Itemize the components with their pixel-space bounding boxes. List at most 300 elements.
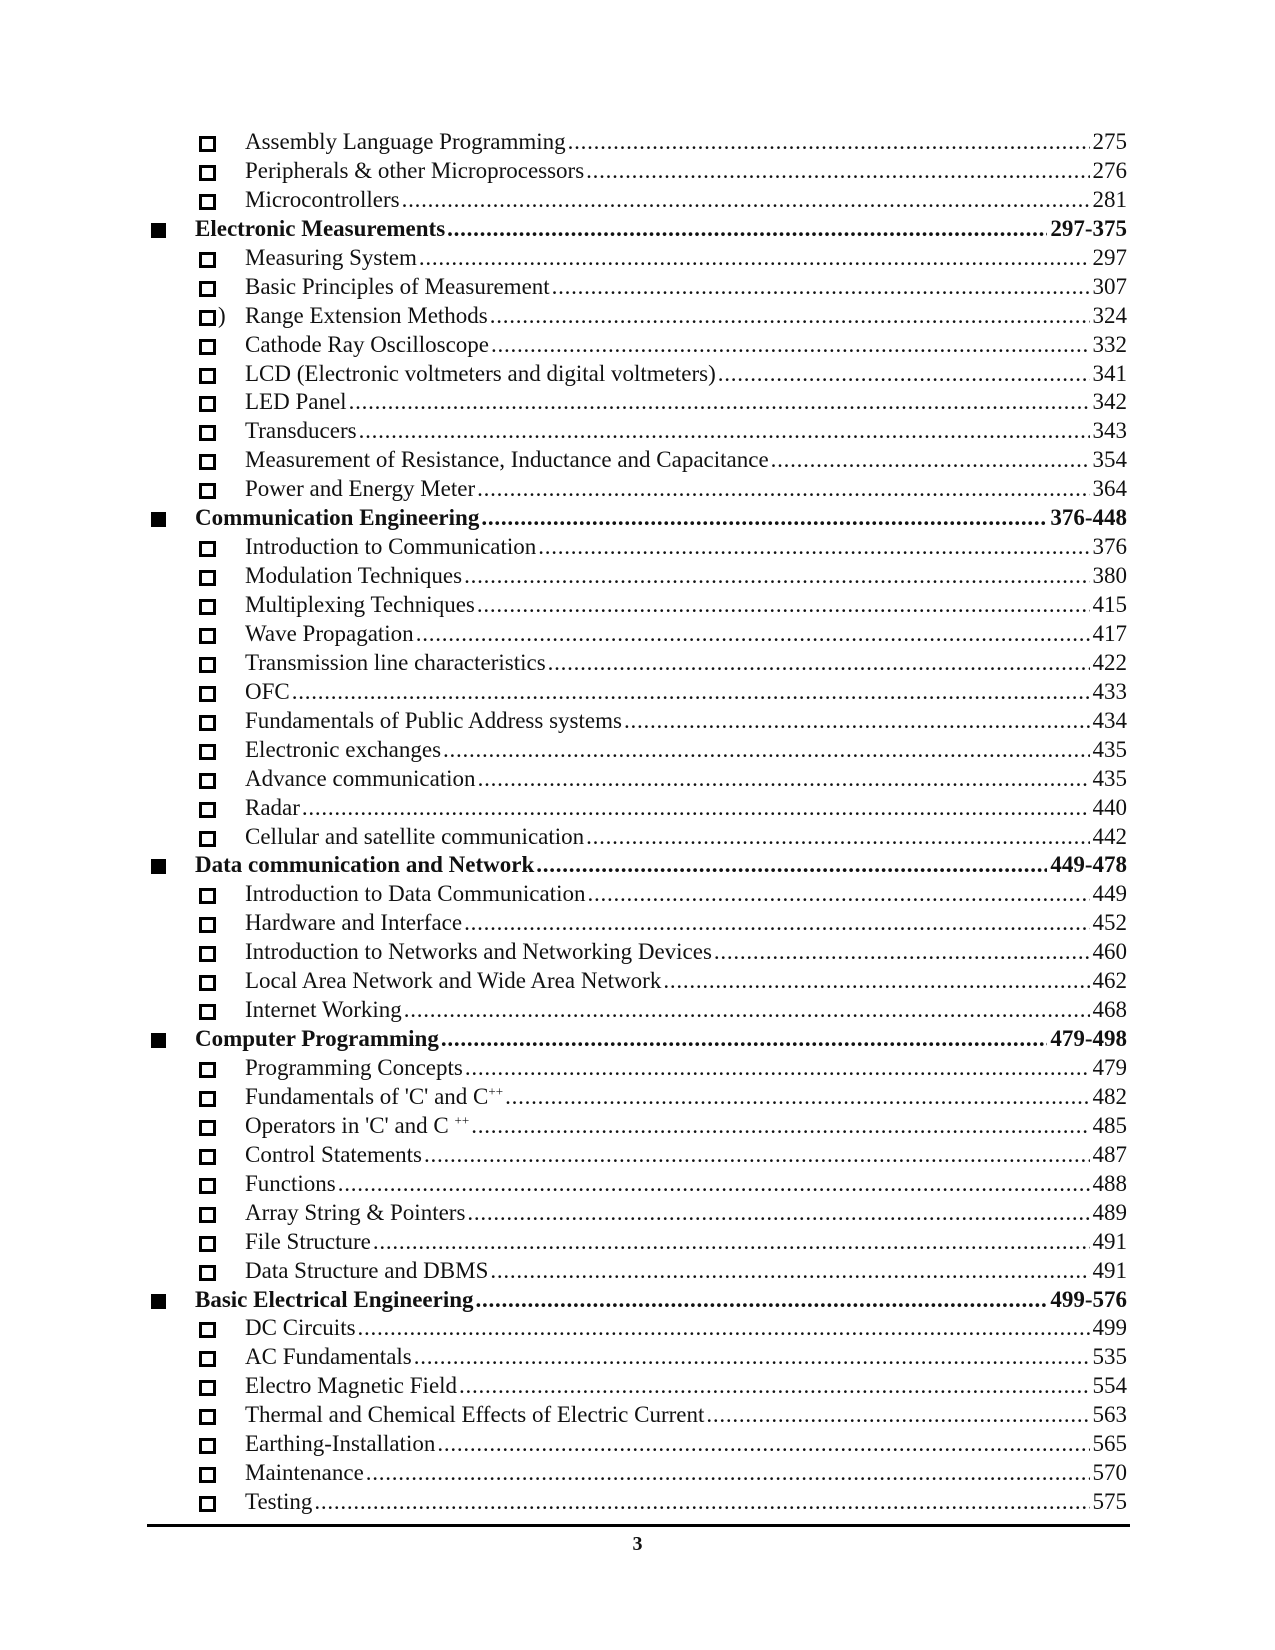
toc-subsection[interactable]: [0, 591, 1275, 620]
toc-entry-page: 485: [1092, 1112, 1127, 1138]
toc-entry-page: 380: [1092, 563, 1127, 589]
toc-entry-title-text: Cellular and satellite communication: [245, 823, 585, 849]
hollow-square-bullet-icon: [199, 744, 216, 760]
toc-entry-page: 376: [1092, 534, 1127, 560]
hollow-square-bullet-icon: [199, 773, 216, 789]
hollow-square-bullet-icon: [199, 975, 216, 991]
toc-entry-page: 341: [1092, 360, 1127, 386]
toc-entry-page: 343: [1092, 418, 1127, 444]
toc-entry-title: [245, 273, 552, 302]
hollow-square-bullet-icon: [199, 1265, 216, 1281]
toc-entry-title-text: Basic Electrical Engineering: [195, 1286, 474, 1312]
dot-leader: [416, 620, 1090, 649]
toc-subsection[interactable]: [0, 128, 1275, 157]
toc-entry-line: [245, 823, 1127, 852]
toc-subsection[interactable]: [0, 996, 1275, 1025]
toc-entry-title-text: Functions: [245, 1170, 336, 1196]
toc-entry-line: [245, 302, 1127, 331]
toc-entry-title: [245, 736, 443, 765]
toc-entry-title: [245, 244, 419, 273]
toc-subsection[interactable]: [0, 533, 1275, 562]
dot-leader: [477, 591, 1090, 620]
toc-entry-title: [245, 707, 624, 736]
toc-entry-title: [245, 331, 491, 360]
toc-subsection[interactable]: [0, 1199, 1275, 1228]
toc-entry-page: 297-375: [1050, 215, 1127, 241]
toc-entry-line: [245, 1488, 1127, 1517]
toc-entry-title: [195, 215, 447, 244]
solid-square-bullet-icon: [151, 1033, 166, 1048]
toc-entry-title: [245, 794, 302, 823]
toc-entry-title-text: Peripherals & other Microprocessors: [245, 157, 585, 183]
toc-entry-page: 499-576: [1050, 1286, 1127, 1312]
hollow-square-bullet-icon: [199, 368, 216, 384]
toc-entry-line: [245, 880, 1127, 909]
toc-entry-title: [195, 1286, 476, 1315]
toc-entry-page: 332: [1092, 331, 1127, 357]
toc-subsection[interactable]: [0, 1228, 1275, 1257]
toc-entry-line: [245, 1401, 1127, 1430]
hollow-square-bullet-icon: [199, 802, 216, 818]
hollow-square-bullet-icon: [199, 917, 216, 933]
toc-entry-title-text: Measurement of Resistance, Inductance and Capacitance: [245, 447, 769, 473]
dot-leader: [349, 388, 1090, 417]
dot-leader: [624, 707, 1090, 736]
hollow-square-bullet-icon: [199, 396, 216, 412]
hollow-square-bullet-icon: [199, 483, 216, 499]
toc-entry-page: 499: [1092, 1315, 1127, 1341]
dot-leader: [465, 1054, 1090, 1083]
toc-subsection[interactable]: [0, 1083, 1275, 1112]
toc-entry-page: 452: [1092, 910, 1127, 936]
toc-section[interactable]: [0, 215, 1275, 244]
toc-entry-title: [195, 1025, 441, 1054]
toc-subsection[interactable]: [0, 909, 1275, 938]
dot-leader: [419, 244, 1090, 273]
toc-entry-title: [195, 504, 481, 533]
toc-entry-title: [245, 1488, 314, 1517]
hollow-square-bullet-icon: [199, 1120, 216, 1136]
dot-leader: [467, 1199, 1089, 1228]
hollow-square-bullet-icon: [199, 1091, 216, 1107]
toc-entry-title-text: Computer Programming: [195, 1026, 439, 1052]
toc-entry-title: [245, 1343, 414, 1372]
hollow-square-bullet-icon: [199, 194, 216, 210]
dot-leader: [490, 302, 1090, 331]
toc-entry-page: 354: [1092, 447, 1127, 473]
hollow-square-bullet-icon: [199, 252, 216, 268]
solid-square-bullet-icon: [151, 859, 166, 874]
dot-leader: [476, 1286, 1048, 1315]
toc-entry-title: [245, 128, 568, 157]
toc-entry-line: [245, 938, 1127, 967]
toc-entry-title: [245, 1401, 706, 1430]
toc-entry-line: [245, 678, 1127, 707]
table-of-contents: [0, 128, 1275, 1517]
toc-subsection[interactable]: [0, 1343, 1275, 1372]
toc-entry-title: [245, 1170, 338, 1199]
bullet-suffix: ): [218, 302, 226, 328]
toc-entry-title-text: Introduction to Networks and Networking Devices: [245, 939, 712, 965]
toc-subsection[interactable]: [0, 938, 1275, 967]
toc-entry-title: [245, 823, 586, 852]
toc-entry-title: [245, 996, 404, 1025]
toc-entry-title-text: Fundamentals of 'C' and C: [245, 1083, 489, 1109]
dot-leader: [548, 649, 1090, 678]
toc-subsection[interactable]: [0, 967, 1275, 996]
dot-leader: [404, 996, 1090, 1025]
dot-leader: [366, 1459, 1090, 1488]
toc-entry-page: 324: [1092, 302, 1127, 328]
hollow-square-bullet-icon: [199, 946, 216, 962]
toc-entry-line: [195, 1286, 1127, 1315]
toc-entry-title-text: Electro Magnetic Field: [245, 1373, 458, 1399]
hollow-square-bullet-icon: [199, 1351, 216, 1367]
toc-subsection[interactable]: [0, 880, 1275, 909]
toc-entry-line: [245, 765, 1127, 794]
toc-entry-page: 479-498: [1050, 1026, 1127, 1052]
toc-entry-page: 449: [1092, 881, 1127, 907]
toc-subsection[interactable]: [0, 302, 1275, 331]
toc-entry-title-text: Radar: [245, 794, 300, 820]
toc-entry-line: [195, 215, 1127, 244]
toc-subsection[interactable]: [0, 360, 1275, 389]
hollow-square-bullet-icon: [199, 1409, 216, 1425]
toc-subsection[interactable]: [0, 186, 1275, 215]
toc-subsection[interactable]: [0, 1401, 1275, 1430]
hollow-square-bullet-icon: [199, 1178, 216, 1194]
toc-subsection[interactable]: [0, 1170, 1275, 1199]
hollow-square-bullet-icon: [199, 1207, 216, 1223]
toc-entry-page: 468: [1092, 997, 1127, 1023]
toc-entry-title-text: Maintenance: [245, 1460, 364, 1486]
toc-entry-line: [245, 1430, 1127, 1459]
toc-subsection[interactable]: [0, 1314, 1275, 1343]
toc-entry-page: 491: [1092, 1228, 1127, 1254]
toc-entry-title-text: Range Extension Methods: [245, 302, 488, 328]
toc-entry-title: [245, 1314, 358, 1343]
toc-entry-title-text: Array String & Pointers: [245, 1199, 466, 1225]
toc-entry-line: [245, 562, 1127, 591]
hollow-square-bullet-icon: [199, 1149, 216, 1165]
toc-section[interactable]: [0, 1286, 1275, 1315]
toc-entry-title: [245, 302, 490, 331]
footer-rule: [147, 1524, 1130, 1527]
toc-entry-page: 376-448: [1050, 505, 1127, 531]
toc-subsection[interactable]: [0, 446, 1275, 475]
toc-subsection[interactable]: [0, 1054, 1275, 1083]
hollow-square-bullet-icon: [199, 831, 216, 847]
toc-entry-title-text: Transducers: [245, 418, 357, 444]
toc-entry-page: 364: [1092, 476, 1127, 502]
hollow-square-bullet-icon: [199, 136, 216, 152]
dot-leader: [505, 1083, 1089, 1112]
toc-section[interactable]: [0, 1025, 1275, 1054]
toc-entry-title: [245, 591, 477, 620]
toc-entry-title: [245, 1199, 467, 1228]
hollow-square-bullet-icon: [199, 1467, 216, 1483]
solid-square-bullet-icon: [151, 223, 166, 238]
hollow-square-bullet-icon: [199, 1322, 216, 1338]
toc-entry-page: 433: [1092, 678, 1127, 704]
toc-entry-page: 460: [1092, 939, 1127, 965]
toc-entry-title: [195, 851, 536, 880]
toc-entry-title: [245, 157, 586, 186]
toc-section[interactable]: [0, 504, 1275, 533]
toc-subsection[interactable]: [0, 244, 1275, 273]
toc-subsection[interactable]: [0, 678, 1275, 707]
toc-entry-title-text: Modulation Techniques: [245, 563, 463, 589]
dot-leader: [771, 446, 1090, 475]
dot-leader: [314, 1488, 1089, 1517]
toc-entry-line: [245, 649, 1127, 678]
toc-entry-title: [245, 1430, 437, 1459]
dot-leader: [373, 1228, 1090, 1257]
toc-entry-page: 422: [1092, 649, 1127, 675]
dot-leader: [490, 1257, 1089, 1286]
toc-entry-title-text: Testing: [245, 1489, 313, 1515]
dot-leader: [477, 475, 1089, 504]
toc-entry-line: [245, 794, 1127, 823]
toc-entry-line: [245, 1228, 1127, 1257]
toc-entry-title-text: Multiplexing Techniques: [245, 592, 475, 617]
toc-entry-page: 275: [1092, 129, 1127, 154]
toc-entry-line: [245, 1170, 1127, 1199]
toc-entry-line: [245, 736, 1127, 765]
hollow-square-bullet-icon: [199, 657, 216, 673]
toc-entry-page: 570: [1092, 1460, 1127, 1486]
toc-entry-title-text: Power and Energy Meter: [245, 476, 476, 502]
hollow-square-bullet-icon: [199, 165, 216, 181]
toc-subsection[interactable]: [0, 1488, 1275, 1517]
toc-subsection[interactable]: [0, 273, 1275, 302]
toc-entry-title: [245, 649, 548, 678]
dot-leader: [471, 1112, 1089, 1141]
toc-subsection[interactable]: [0, 1257, 1275, 1286]
toc-entry-title: [245, 620, 416, 649]
toc-entry-title: [245, 417, 359, 446]
dot-leader: [338, 1170, 1090, 1199]
hollow-square-bullet-icon: [199, 281, 216, 297]
solid-square-bullet-icon: [151, 1294, 166, 1309]
dot-leader: [481, 504, 1047, 533]
toc-subsection[interactable]: [0, 1430, 1275, 1459]
toc-entry-title: [245, 938, 714, 967]
toc-entry-title-text: Cathode Ray Oscilloscope: [245, 331, 490, 357]
toc-entry-title-text: Advance communication: [245, 765, 476, 791]
toc-entry-title: [245, 765, 478, 794]
toc-entry-page: 554: [1092, 1373, 1127, 1399]
toc-entry-page: 488: [1092, 1170, 1127, 1196]
dot-leader: [464, 562, 1089, 591]
dot-leader: [414, 1343, 1090, 1372]
hollow-square-bullet-icon: [199, 541, 216, 557]
toc-entry-line: [245, 417, 1127, 446]
toc-entry-page: 435: [1092, 765, 1127, 791]
toc-entry-page: 342: [1092, 389, 1127, 415]
toc-entry-page: 482: [1092, 1083, 1127, 1109]
dot-leader: [706, 1401, 1089, 1430]
superscript: ++: [454, 1112, 470, 1128]
toc-entry-title-text: Fundamentals of Public Address systems: [245, 707, 622, 733]
hollow-square-bullet-icon: [199, 339, 216, 355]
hollow-square-bullet-icon: [199, 1496, 216, 1512]
toc-section[interactable]: [0, 851, 1275, 880]
toc-entry-title-text: Internet Working: [245, 997, 402, 1023]
toc-entry-title: [245, 1141, 424, 1170]
toc-entry-line: [195, 851, 1127, 880]
toc-subsection[interactable]: [0, 1141, 1275, 1170]
toc-entry-page: 440: [1092, 794, 1127, 820]
toc-entry-line: [245, 1112, 1127, 1141]
toc-entry-title-text: DC Circuits: [245, 1315, 356, 1341]
toc-entry-page: 491: [1092, 1257, 1127, 1283]
toc-entry-title-text: Introduction to Data Communication: [245, 881, 586, 907]
toc-subsection[interactable]: [0, 707, 1275, 736]
toc-subsection[interactable]: [0, 417, 1275, 446]
toc-entry-line: [245, 707, 1127, 736]
toc-subsection[interactable]: [0, 736, 1275, 765]
toc-entry-line: [245, 1083, 1127, 1112]
toc-subsection[interactable]: [0, 475, 1275, 504]
toc-entry-line: [245, 331, 1127, 360]
hollow-square-bullet-icon: [199, 888, 216, 904]
toc-entry-title-text: Operators in 'C' and C: [245, 1112, 455, 1138]
toc-subsection[interactable]: [0, 794, 1275, 823]
toc-entry-line: [245, 1372, 1127, 1401]
toc-subsection[interactable]: [0, 1372, 1275, 1401]
toc-entry-title: [245, 1083, 505, 1112]
toc-entry-page: 417: [1092, 620, 1127, 646]
dot-leader: [443, 736, 1089, 765]
toc-entry-page: 435: [1092, 736, 1127, 762]
toc-entry-title: [245, 909, 464, 938]
toc-entry-title-text: OFC: [245, 678, 290, 704]
toc-entry-line: [245, 157, 1127, 186]
hollow-square-bullet-icon: [199, 1062, 216, 1078]
dot-leader: [568, 128, 1090, 157]
toc-entry-line: [245, 996, 1127, 1025]
toc-entry-line: [245, 128, 1127, 157]
toc-entry-line: [245, 533, 1127, 562]
toc-entry-line: [245, 388, 1127, 417]
toc-entry-title-text: LED Panel: [245, 389, 347, 415]
hollow-square-bullet-icon: [199, 310, 216, 326]
dot-leader: [536, 851, 1047, 880]
toc-entry-line: [245, 591, 1127, 620]
toc-subsection[interactable]: [0, 1459, 1275, 1488]
toc-entry-line: [245, 446, 1127, 475]
toc-entry-title-text: Programming Concepts: [245, 1055, 463, 1080]
toc-entry-title-text: Hardware and Interface: [245, 910, 463, 936]
toc-entry-title: [245, 186, 402, 215]
dot-leader: [441, 1025, 1048, 1054]
hollow-square-bullet-icon: [199, 1004, 216, 1020]
toc-entry-title: [245, 1459, 366, 1488]
hollow-square-bullet-icon: [199, 715, 216, 731]
toc-entry-page: 462: [1092, 968, 1127, 994]
toc-entry-title-text: Thermal and Chemical Effects of Electric Current: [245, 1402, 705, 1428]
toc-entry-page: 307: [1092, 273, 1127, 299]
toc-subsection[interactable]: [0, 649, 1275, 678]
toc-entry-title-text: Communication Engineering: [195, 505, 480, 531]
toc-entry-line: [245, 1257, 1127, 1286]
toc-entry-line: [245, 273, 1127, 302]
toc-entry-line: [195, 1025, 1127, 1054]
toc-subsection[interactable]: [0, 562, 1275, 591]
hollow-square-bullet-icon: [199, 686, 216, 702]
dot-leader: [459, 1372, 1089, 1401]
toc-entry-title-text: AC Fundamentals: [245, 1344, 412, 1370]
toc-subsection[interactable]: [0, 1112, 1275, 1141]
toc-entry-title: [245, 388, 349, 417]
hollow-square-bullet-icon: [199, 570, 216, 586]
toc-entry-page: 449-478: [1050, 852, 1127, 878]
toc-entry-title-text: Transmission line characteristics: [245, 649, 546, 675]
toc-entry-title-text: Data communication and Network: [195, 852, 535, 878]
superscript: ++: [488, 1083, 504, 1099]
toc-entry-title: [245, 562, 464, 591]
hollow-square-bullet-icon: [199, 454, 216, 470]
toc-entry-page: 434: [1092, 707, 1127, 733]
toc-entry-line: [245, 1141, 1127, 1170]
toc-subsection[interactable]: [0, 331, 1275, 360]
toc-subsection[interactable]: [0, 765, 1275, 794]
toc-entry-line: [195, 504, 1127, 533]
toc-entry-line: [245, 475, 1127, 504]
toc-entry-title-text: Assembly Language Programming: [245, 129, 566, 154]
toc-entry-page: 415: [1092, 592, 1127, 617]
toc-entry-title: [245, 1372, 459, 1401]
toc-subsection[interactable]: [0, 157, 1275, 186]
toc-entry-title-text: Data Structure and DBMS: [245, 1257, 489, 1283]
toc-entry-title-text: LCD (Electronic voltmeters and digital voltmeters): [245, 360, 716, 386]
toc-subsection[interactable]: [0, 388, 1275, 417]
toc-entry-page: 442: [1092, 823, 1127, 849]
toc-entry-title: [245, 1257, 490, 1286]
dot-leader: [478, 765, 1090, 794]
dot-leader: [586, 157, 1089, 186]
toc-entry-page: 535: [1092, 1344, 1127, 1370]
toc-entry-title-text: Basic Principles of Measurement: [245, 273, 550, 299]
toc-entry-line: [245, 1199, 1127, 1228]
toc-entry-line: [245, 620, 1127, 649]
dot-leader: [424, 1141, 1090, 1170]
toc-subsection[interactable]: [0, 620, 1275, 649]
toc-entry-page: 563: [1092, 1402, 1127, 1428]
dot-leader: [552, 273, 1090, 302]
hollow-square-bullet-icon: [199, 599, 216, 615]
hollow-square-bullet-icon: [199, 628, 216, 644]
toc-entry-title: [245, 1054, 465, 1083]
dot-leader: [302, 794, 1090, 823]
dot-leader: [464, 909, 1089, 938]
toc-entry-title: [245, 1112, 471, 1141]
toc-entry-line: [245, 244, 1127, 273]
dot-leader: [359, 417, 1090, 446]
hollow-square-bullet-icon: [199, 1380, 216, 1396]
dot-leader: [718, 360, 1090, 389]
dot-leader: [663, 967, 1089, 996]
toc-entry-page: 565: [1092, 1431, 1127, 1457]
dot-leader: [447, 215, 1047, 244]
toc-entry-page: 575: [1092, 1489, 1127, 1515]
toc-subsection[interactable]: [0, 823, 1275, 852]
dot-leader: [586, 823, 1089, 852]
toc-entry-page: 487: [1092, 1141, 1127, 1167]
page-number: 3: [632, 1533, 643, 1555]
toc-entry-title-text: File Structure: [245, 1228, 371, 1254]
